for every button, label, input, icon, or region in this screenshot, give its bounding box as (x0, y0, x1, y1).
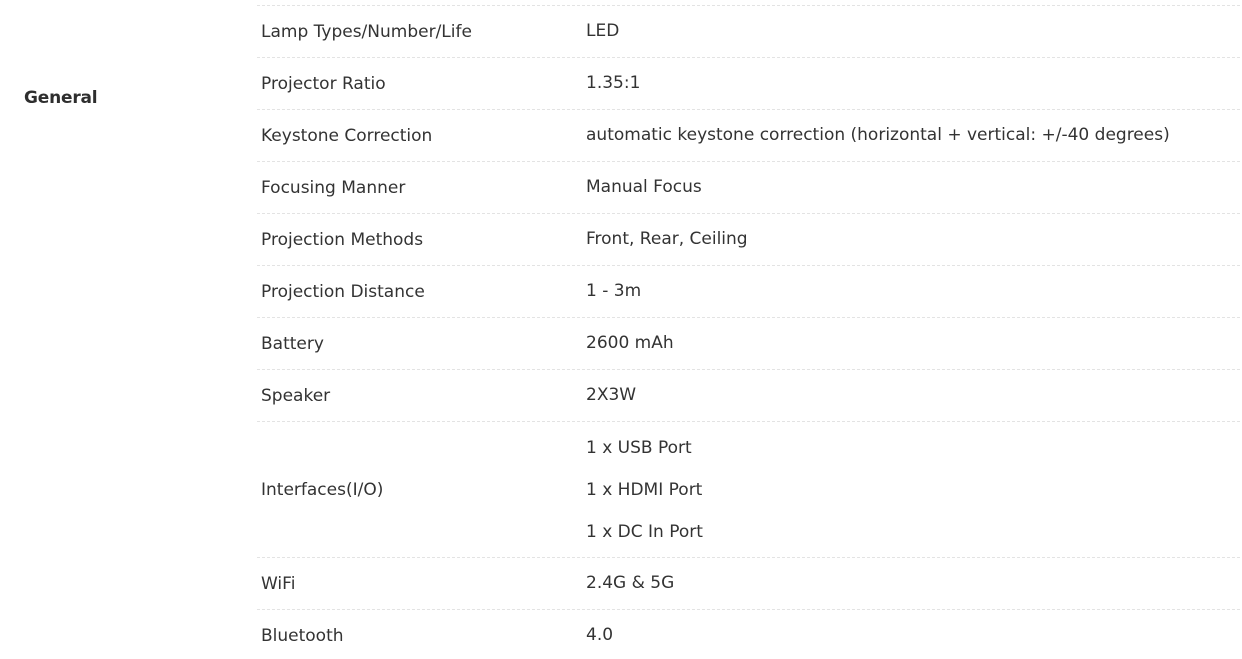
spec-row-wifi (257, 558, 1240, 610)
spec-value (586, 370, 1240, 421)
spec-value (586, 610, 1240, 659)
spec-value-line: 2X3W (586, 385, 637, 405)
spec-value-line: automatic keystone correction (horizontal + vertical: +/-40 degrees) (586, 125, 1170, 145)
spec-value-line: Manual Focus (586, 177, 702, 197)
spec-label: Speaker (261, 385, 331, 406)
section-title: General (24, 88, 98, 108)
spec-value (586, 110, 1240, 161)
spec-value (586, 266, 1240, 317)
spec-row-speaker (257, 370, 1240, 422)
spec-value (586, 58, 1240, 109)
spec-label: Battery (261, 333, 324, 354)
spec-label: Projection Methods (261, 229, 424, 250)
spec-value-line: 4.0 (586, 625, 614, 645)
spec-label: WiFi (261, 573, 296, 594)
spec-table (257, 5, 1240, 659)
spec-label: Interfaces(I/O) (261, 479, 384, 500)
spec-row-projection-methods (257, 214, 1240, 266)
spec-value (586, 214, 1240, 265)
spec-row-interfaces (257, 422, 1240, 558)
spec-value-line: LED (586, 21, 620, 41)
spec-row-bluetooth (257, 610, 1240, 659)
spec-label: Bluetooth (261, 625, 344, 646)
spec-value-line: 1 - 3m (586, 281, 642, 301)
spec-value-line: Front, Rear, Ceiling (586, 229, 748, 249)
spec-row-projector-ratio (257, 58, 1240, 110)
spec-value (586, 422, 1240, 557)
spec-label: Focusing Manner (261, 177, 406, 198)
spec-value (586, 162, 1240, 213)
spec-value-line: 1.35:1 (586, 73, 641, 93)
spec-value (586, 6, 1240, 57)
spec-row-keystone-correction (257, 110, 1240, 162)
spec-label: Lamp Types/Number/Life (261, 21, 472, 42)
spec-value-line: 1 x DC In Port (586, 521, 703, 542)
spec-label: Keystone Correction (261, 125, 433, 146)
spec-row-focusing-manner (257, 162, 1240, 214)
spec-row-lamp-types (257, 6, 1240, 58)
spec-value-line: 2.4G & 5G (586, 573, 675, 593)
spec-row-battery (257, 318, 1240, 370)
spec-label: Projection Distance (261, 281, 425, 302)
spec-row-projection-distance (257, 266, 1240, 318)
spec-value-line: 1 x HDMI Port (586, 479, 703, 500)
spec-value (586, 318, 1240, 369)
spec-value-line: 1 x USB Port (586, 437, 692, 458)
spec-label: Projector Ratio (261, 73, 386, 94)
spec-value (586, 558, 1240, 609)
spec-value-line: 2600 mAh (586, 333, 674, 353)
